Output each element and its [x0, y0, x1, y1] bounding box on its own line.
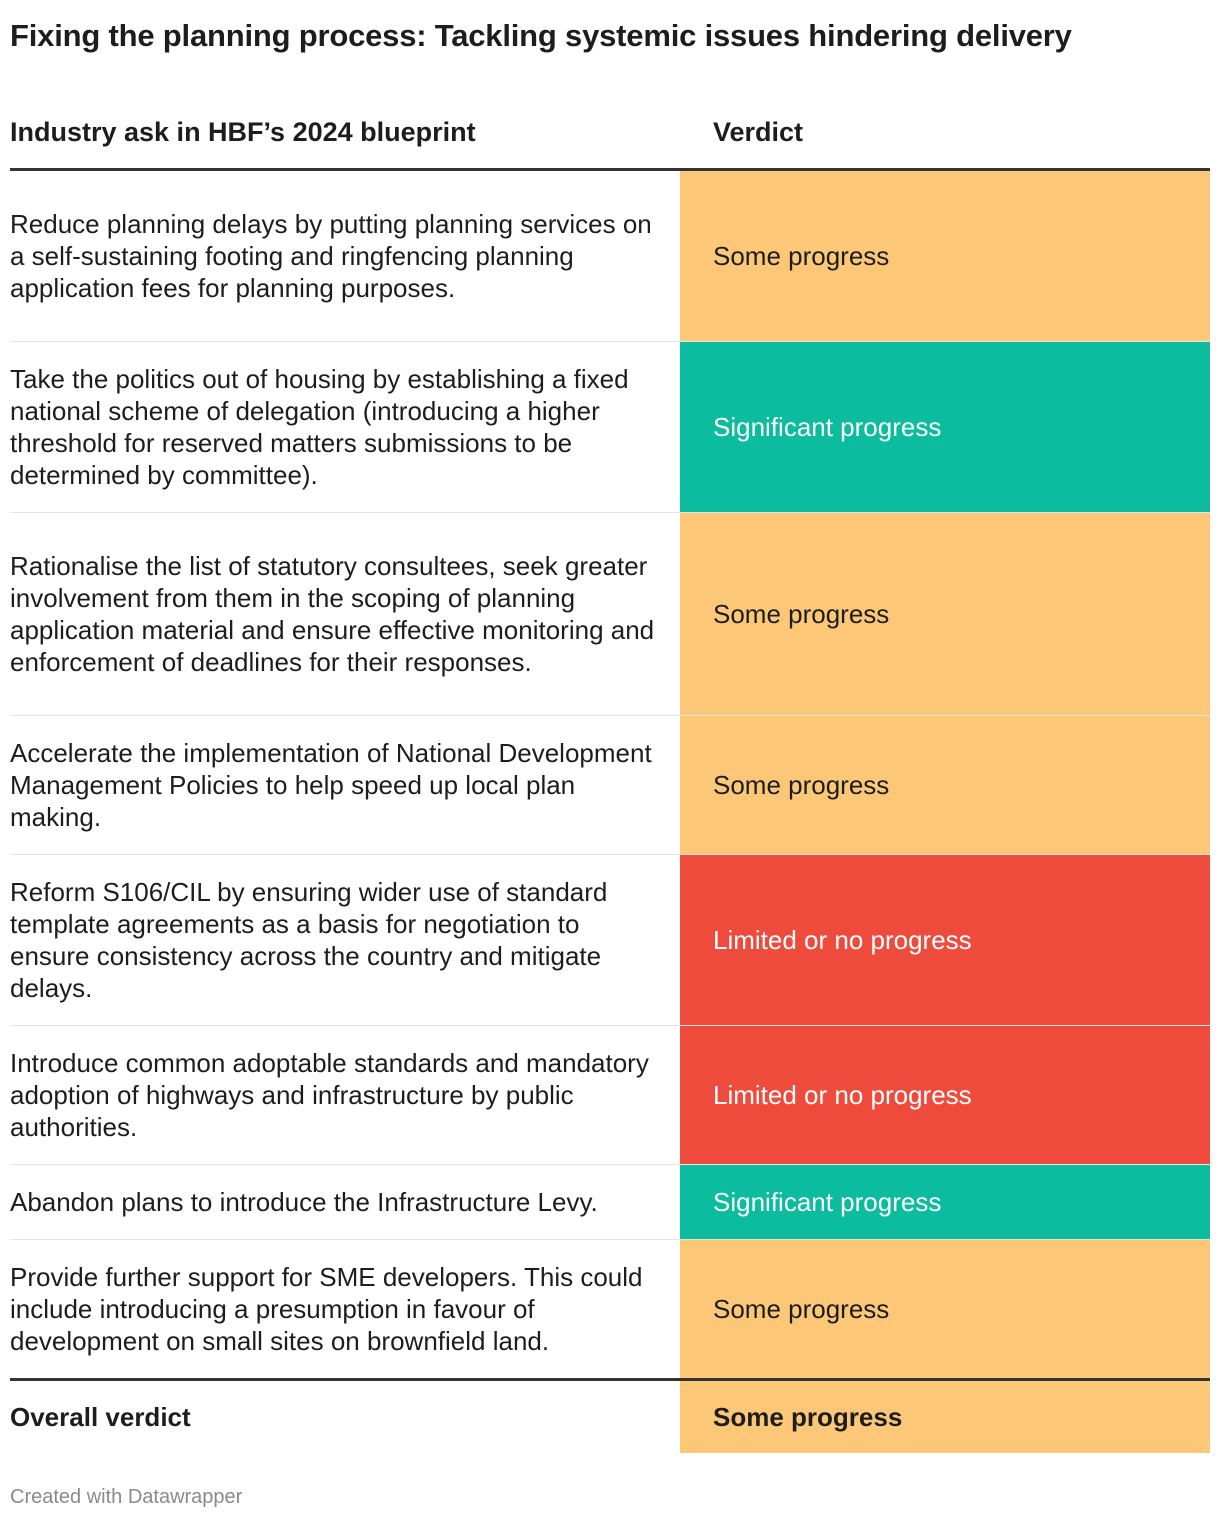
ask-cell: Introduce common adoptable standards and mandatory adoption of highways and infrastructure by public authorities.	[10, 1048, 649, 1142]
table-row	[10, 855, 1210, 1026]
footer-credit: Created with Datawrapper	[10, 1486, 243, 1508]
table-row	[10, 171, 1210, 342]
verdict-cell: Some progress	[680, 1240, 1210, 1378]
overall-row	[10, 1378, 1210, 1453]
table-row	[10, 342, 1210, 513]
overall-verdict-cell: Some progress	[680, 1381, 1210, 1453]
verdict-cell: Some progress	[680, 513, 1210, 715]
verdict-cell: Significant progress	[680, 342, 1210, 512]
verdict-table	[10, 96, 1210, 1453]
ask-cell: Rationalise the list of statutory consultees, seek greater involvement from them in the scoping of planning application material and ensure effective monitoring and enforcement of deadlines for their responses.	[10, 551, 655, 677]
ask-cell: Accelerate the implementation of National Development Management Policies to help speed up local plan making.	[10, 738, 652, 832]
verdict-cell: Some progress	[680, 716, 1210, 854]
table-row	[10, 1165, 1210, 1240]
table-header	[10, 96, 1210, 171]
table-row	[10, 1026, 1210, 1165]
verdict-cell: Some progress	[680, 171, 1210, 341]
ask-cell: Provide further support for SME developers. This could include introducing a presumption in favour of development on small sites on brownfield land.	[10, 1262, 643, 1356]
ask-cell: Reduce planning delays by putting planning services on a self-sustaining footing and ringfencing planning application fees for planning purposes.	[10, 209, 652, 303]
ask-cell: Abandon plans to introduce the Infrastructure Levy.	[10, 1187, 598, 1217]
table-body	[10, 171, 1210, 1378]
verdict-cell: Limited or no progress	[680, 1026, 1210, 1164]
ask-cell: Take the politics out of housing by establishing a fixed national scheme of delegation (introducing a higher threshold for reserved matters submissions to be determined by committee).	[10, 364, 629, 490]
overall-label: Overall verdict	[10, 1402, 191, 1432]
verdict-cell: Limited or no progress	[680, 855, 1210, 1025]
column-header-ask: Industry ask in HBF’s 2024 blueprint	[10, 116, 476, 147]
table-row	[10, 716, 1210, 855]
column-header-verdict: Verdict	[713, 116, 804, 147]
chart-title: Fixing the planning process: Tackling systemic issues hindering delivery	[10, 18, 1072, 53]
table-row	[10, 1240, 1210, 1378]
table-row	[10, 513, 1210, 716]
ask-cell: Reform S106/CIL by ensuring wider use of standard template agreements as a basis for negotiation to ensure consistency across the country and mitigate delays.	[10, 877, 608, 1003]
verdict-cell: Significant progress	[680, 1165, 1210, 1239]
